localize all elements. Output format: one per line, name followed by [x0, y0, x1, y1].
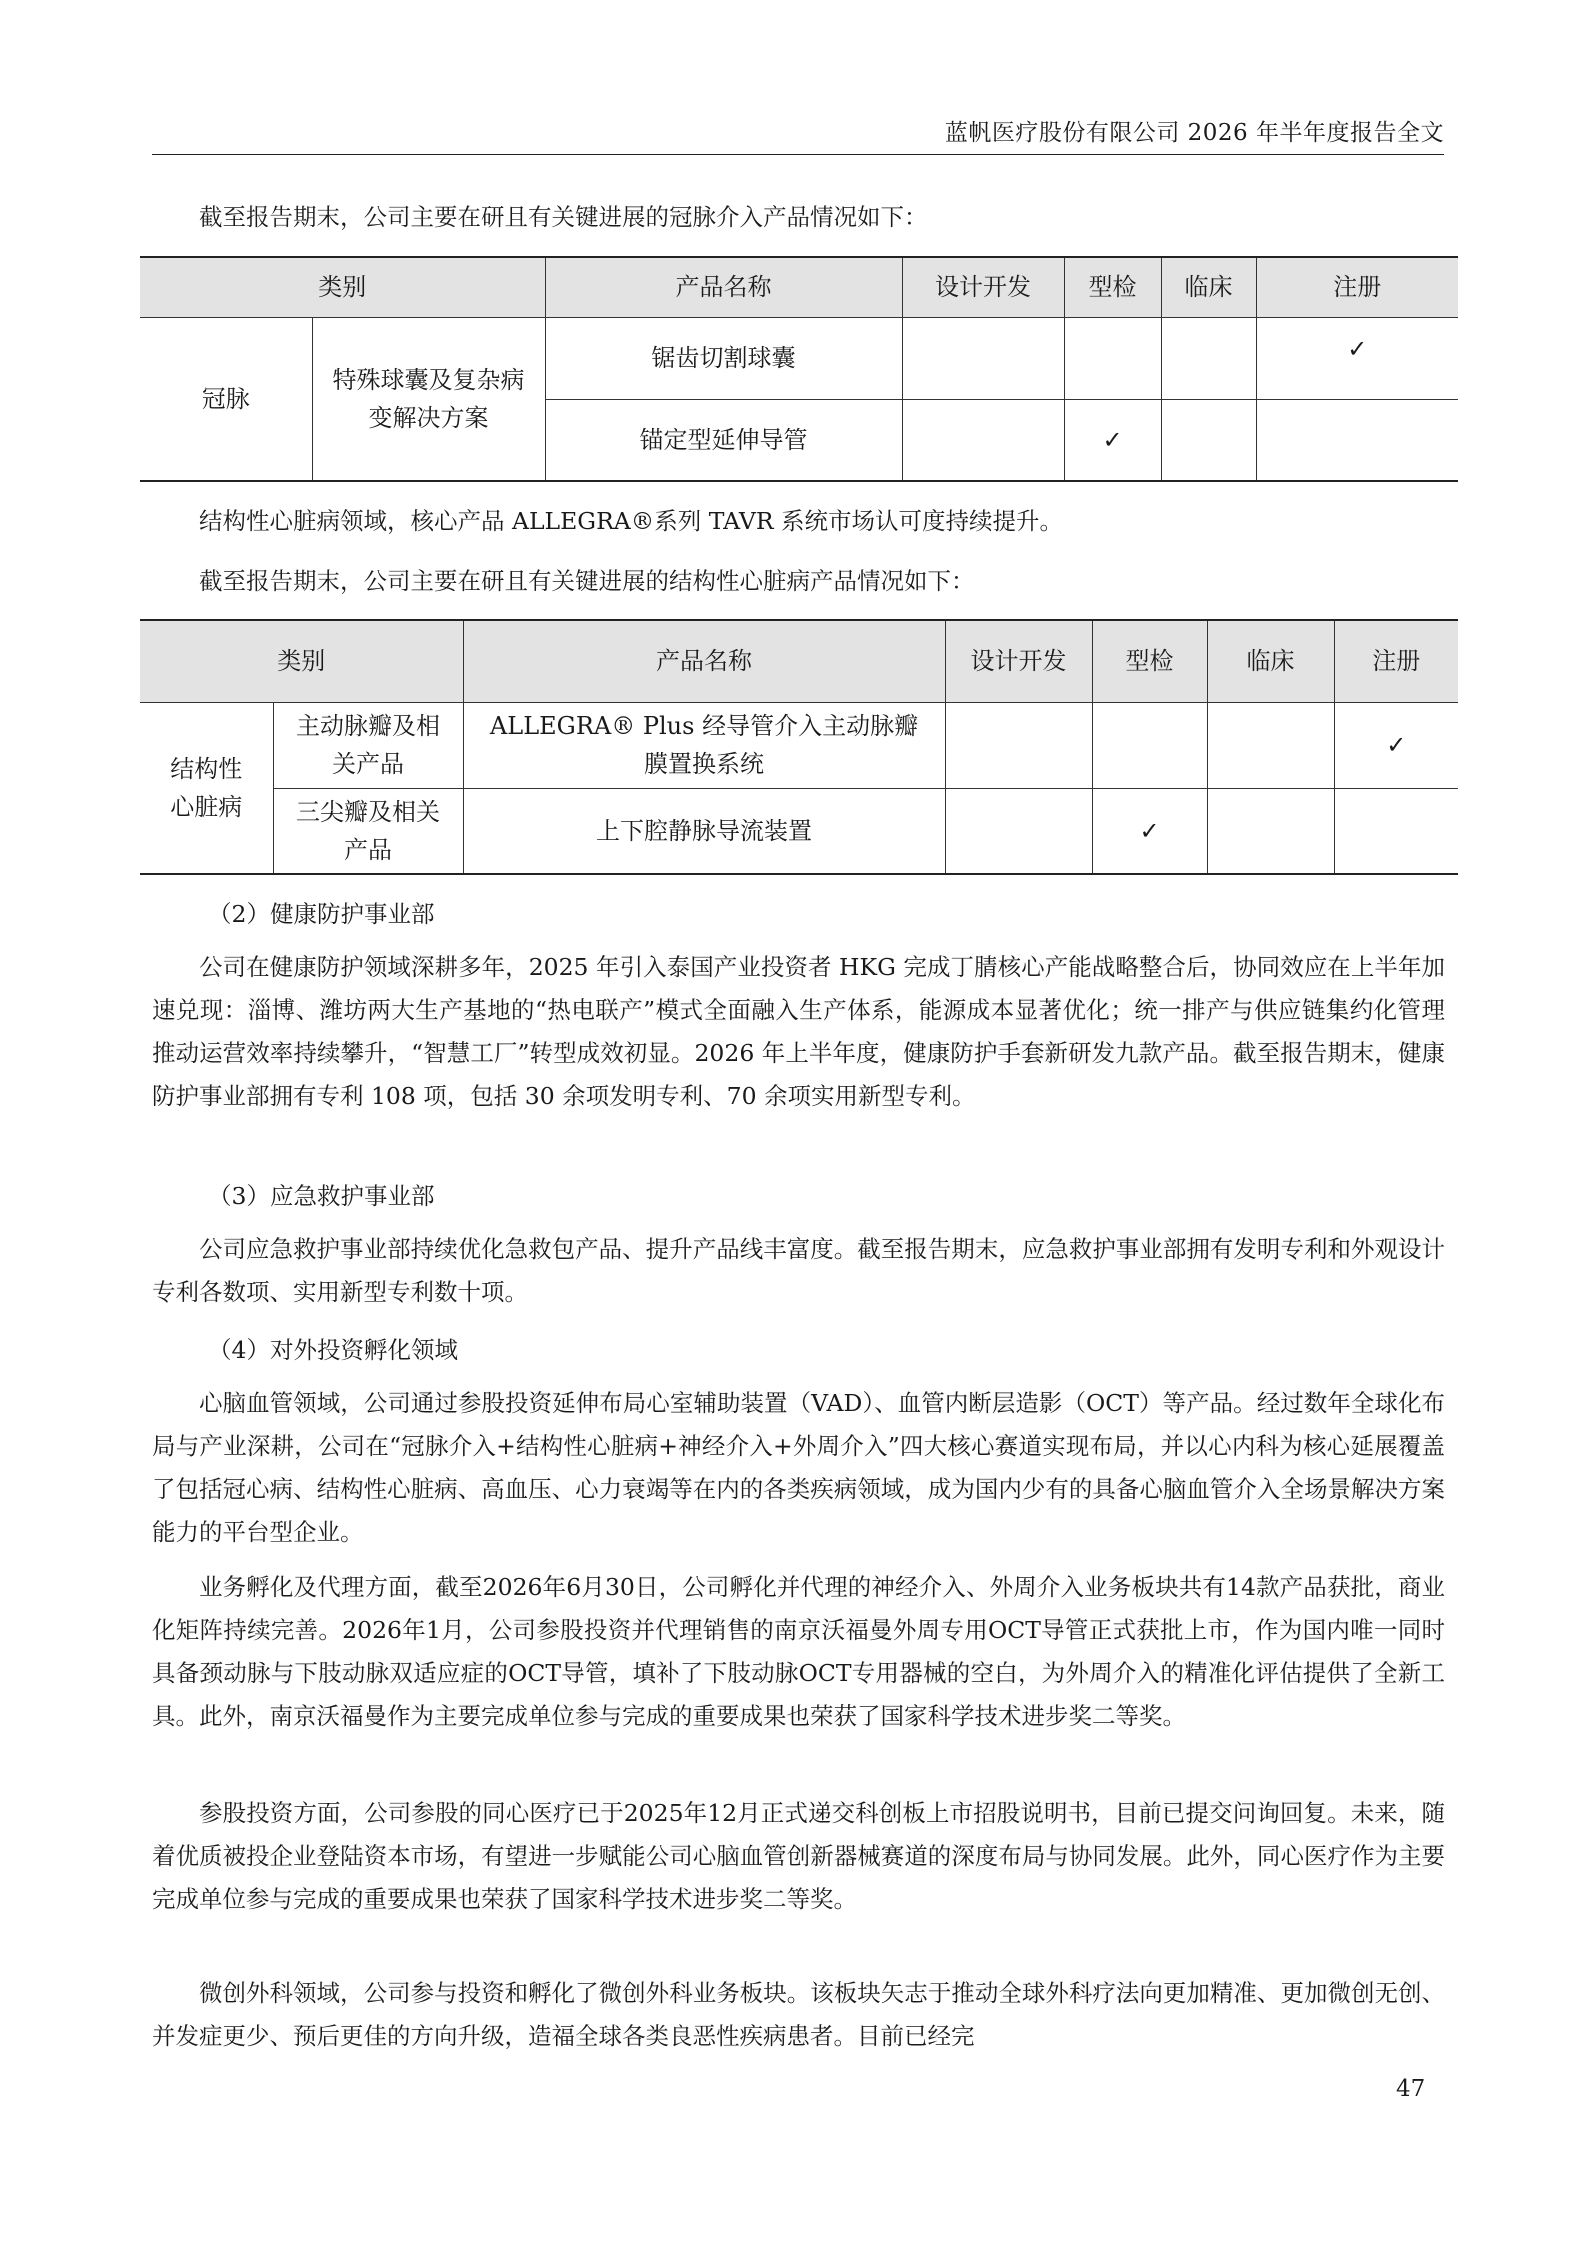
stage-type-test-cell: ✓ — [1064, 399, 1161, 481]
col-header-registration: 注册 — [1334, 620, 1458, 702]
page-header — [152, 108, 1444, 155]
stage-design-cell — [902, 399, 1064, 481]
col-header-product: 产品名称 — [545, 257, 902, 317]
paragraph-cardio: 心脑血管领域，公司通过参股投资延伸布局心室辅助装置（VAD）、血管内断层造影（OCT）等产品。经过数年全球化布局与产业深耕，公司在“冠脉介入+结构性心脏病+神经介入+外周介入”四大核心赛道实现布局，并以心内科为核心延展覆盖了包括冠心病、结构性心脏病、高血压、心力衰竭等在内的各类疾病领域，成为国内少有的具备心脑血管介入全场景解决方案能力的平台型企业。 — [152, 1389, 1445, 1546]
coronary-table — [140, 256, 1458, 482]
category-cell: 结构性心脏病 — [140, 702, 273, 874]
section-heading-emergency: （3）应急救护事业部 — [208, 1182, 435, 1210]
product-name-cell: 锯齿切割球囊 — [545, 317, 902, 399]
col-header-type-test: 型检 — [1092, 620, 1207, 702]
paragraph-incubation: 业务孵化及代理方面，截至2026年6月30日，公司孵化并代理的神经介入、外周介入业务板块共有14款产品获批，商业化矩阵持续完善。2026年1月，公司参股投资并代理销售的南京沃福曼外周专用OCT导管正式获批上市，作为国内唯一同时具备颈动脉与下肢动脉双适应症的OCT导管，填补了下肢动脉OCT专用器械的空白，为外周介入的精准化评估提供了全新工具。此外，南京沃福曼作为主要完成单位参与完成的重要成果也荣获了国家科学技术进步奖二等奖。 — [152, 1573, 1445, 1730]
col-header-clinical: 临床 — [1207, 620, 1334, 702]
col-header-registration: 注册 — [1256, 257, 1458, 317]
stage-registration-cell: ✓ — [1334, 702, 1458, 788]
col-header-clinical: 临床 — [1161, 257, 1256, 317]
header-title: 蓝帆医疗股份有限公司 2026 年半年度报告全文 — [944, 120, 1444, 146]
intro-coronary: 截至报告期末，公司主要在研且有关键进展的冠脉介入产品情况如下： — [199, 203, 928, 231]
category-cell: 冠脉 — [140, 317, 312, 481]
col-header-design: 设计开发 — [945, 620, 1092, 702]
stage-design-cell — [945, 702, 1092, 788]
section-text-emergency: 公司应急救护事业部持续优化急救包产品、提升产品线丰富度。截至报告期末，应急救护事业部拥有发明专利和外观设计专利各数项、实用新型专利数十项。 — [152, 1235, 1445, 1306]
stage-design-cell — [945, 788, 1092, 874]
section-heading-health: （2）健康防护事业部 — [208, 900, 435, 928]
stage-registration-cell — [1256, 399, 1458, 481]
intro-structural: 截至报告期末，公司主要在研且有关键进展的结构性心脏病产品情况如下： — [199, 567, 975, 595]
subcategory-cell: 特殊球囊及复杂病变解决方案 — [312, 317, 545, 481]
stage-clinical-cell — [1207, 702, 1334, 788]
section-text-health: 公司在健康防护领域深耕多年，2025 年引入泰国产业投资者 HKG 完成丁腈核心产能战略整合后，协同效应在上半年加速兑现：淄博、潍坊两大生产基地的“热电联产”模式全面融入生产体系，能源成本显著优化；统一排产与供应链集约化管理推动运营效率持续攀升，“智慧工厂”转型成效初显。2026 年上半年度，健康防护手套新研发九款产品。截至报告期末，健康防护事业部拥有专利 108 项，包括 30 余项发明专利、70 余项实用新型专利。 — [152, 953, 1445, 1110]
col-header-product: 产品名称 — [463, 620, 945, 702]
subcategory-cell: 三尖瓣及相关产品 — [273, 788, 463, 874]
stage-type-test-cell — [1064, 317, 1161, 399]
stage-clinical-cell — [1161, 317, 1256, 399]
stage-type-test-cell — [1092, 702, 1207, 788]
stage-clinical-cell — [1207, 788, 1334, 874]
stage-clinical-cell — [1161, 399, 1256, 481]
page-number: 47 — [1396, 2076, 1426, 2102]
stage-registration-cell: ✓ — [1256, 317, 1458, 399]
stage-registration-cell — [1334, 788, 1458, 874]
subcategory-cell: 主动脉瓣及相关产品 — [273, 702, 463, 788]
paragraph-equity: 参股投资方面，公司参股的同心医疗已于2025年12月正式递交科创板上市招股说明书，目前已提交问询回复。未来，随着优质被投企业登陆资本市场，有望进一步赋能公司心脑血管创新器械赛道的深度布局与协同发展。此外，同心医疗作为主要完成单位参与完成的重要成果也荣获了国家科学技术进步奖二等奖。 — [152, 1799, 1445, 1913]
col-header-category: 类别 — [140, 620, 463, 702]
structural-table — [140, 619, 1458, 875]
table-row — [140, 317, 1458, 399]
section-heading-investment: （4）对外投资孵化领域 — [208, 1336, 458, 1364]
col-header-category: 类别 — [140, 257, 545, 317]
paragraph-minimally-invasive: 微创外科领域，公司参与投资和孵化了微创外科业务板块。该板块矢志于推动全球外科疗法向更加精准、更加微创无创、并发症更少、预后更佳的方向升级，造福全球各类良恶性疾病患者。目前已经完 — [152, 1979, 1445, 2050]
product-name-cell: ALLEGRA® Plus 经导管介入主动脉瓣膜置换系统 — [463, 702, 945, 788]
stage-design-cell — [902, 317, 1064, 399]
structural-heart-text: 结构性心脏病领域，核心产品 ALLEGRA®系列 TAVR 系统市场认可度持续提升。 — [199, 507, 1064, 535]
stage-type-test-cell: ✓ — [1092, 788, 1207, 874]
col-header-type-test: 型检 — [1064, 257, 1161, 317]
col-header-design: 设计开发 — [902, 257, 1064, 317]
table-row — [140, 702, 1458, 788]
table-row — [140, 788, 1458, 874]
product-name-cell: 上下腔静脉导流装置 — [463, 788, 945, 874]
product-name-cell: 锚定型延伸导管 — [545, 399, 902, 481]
